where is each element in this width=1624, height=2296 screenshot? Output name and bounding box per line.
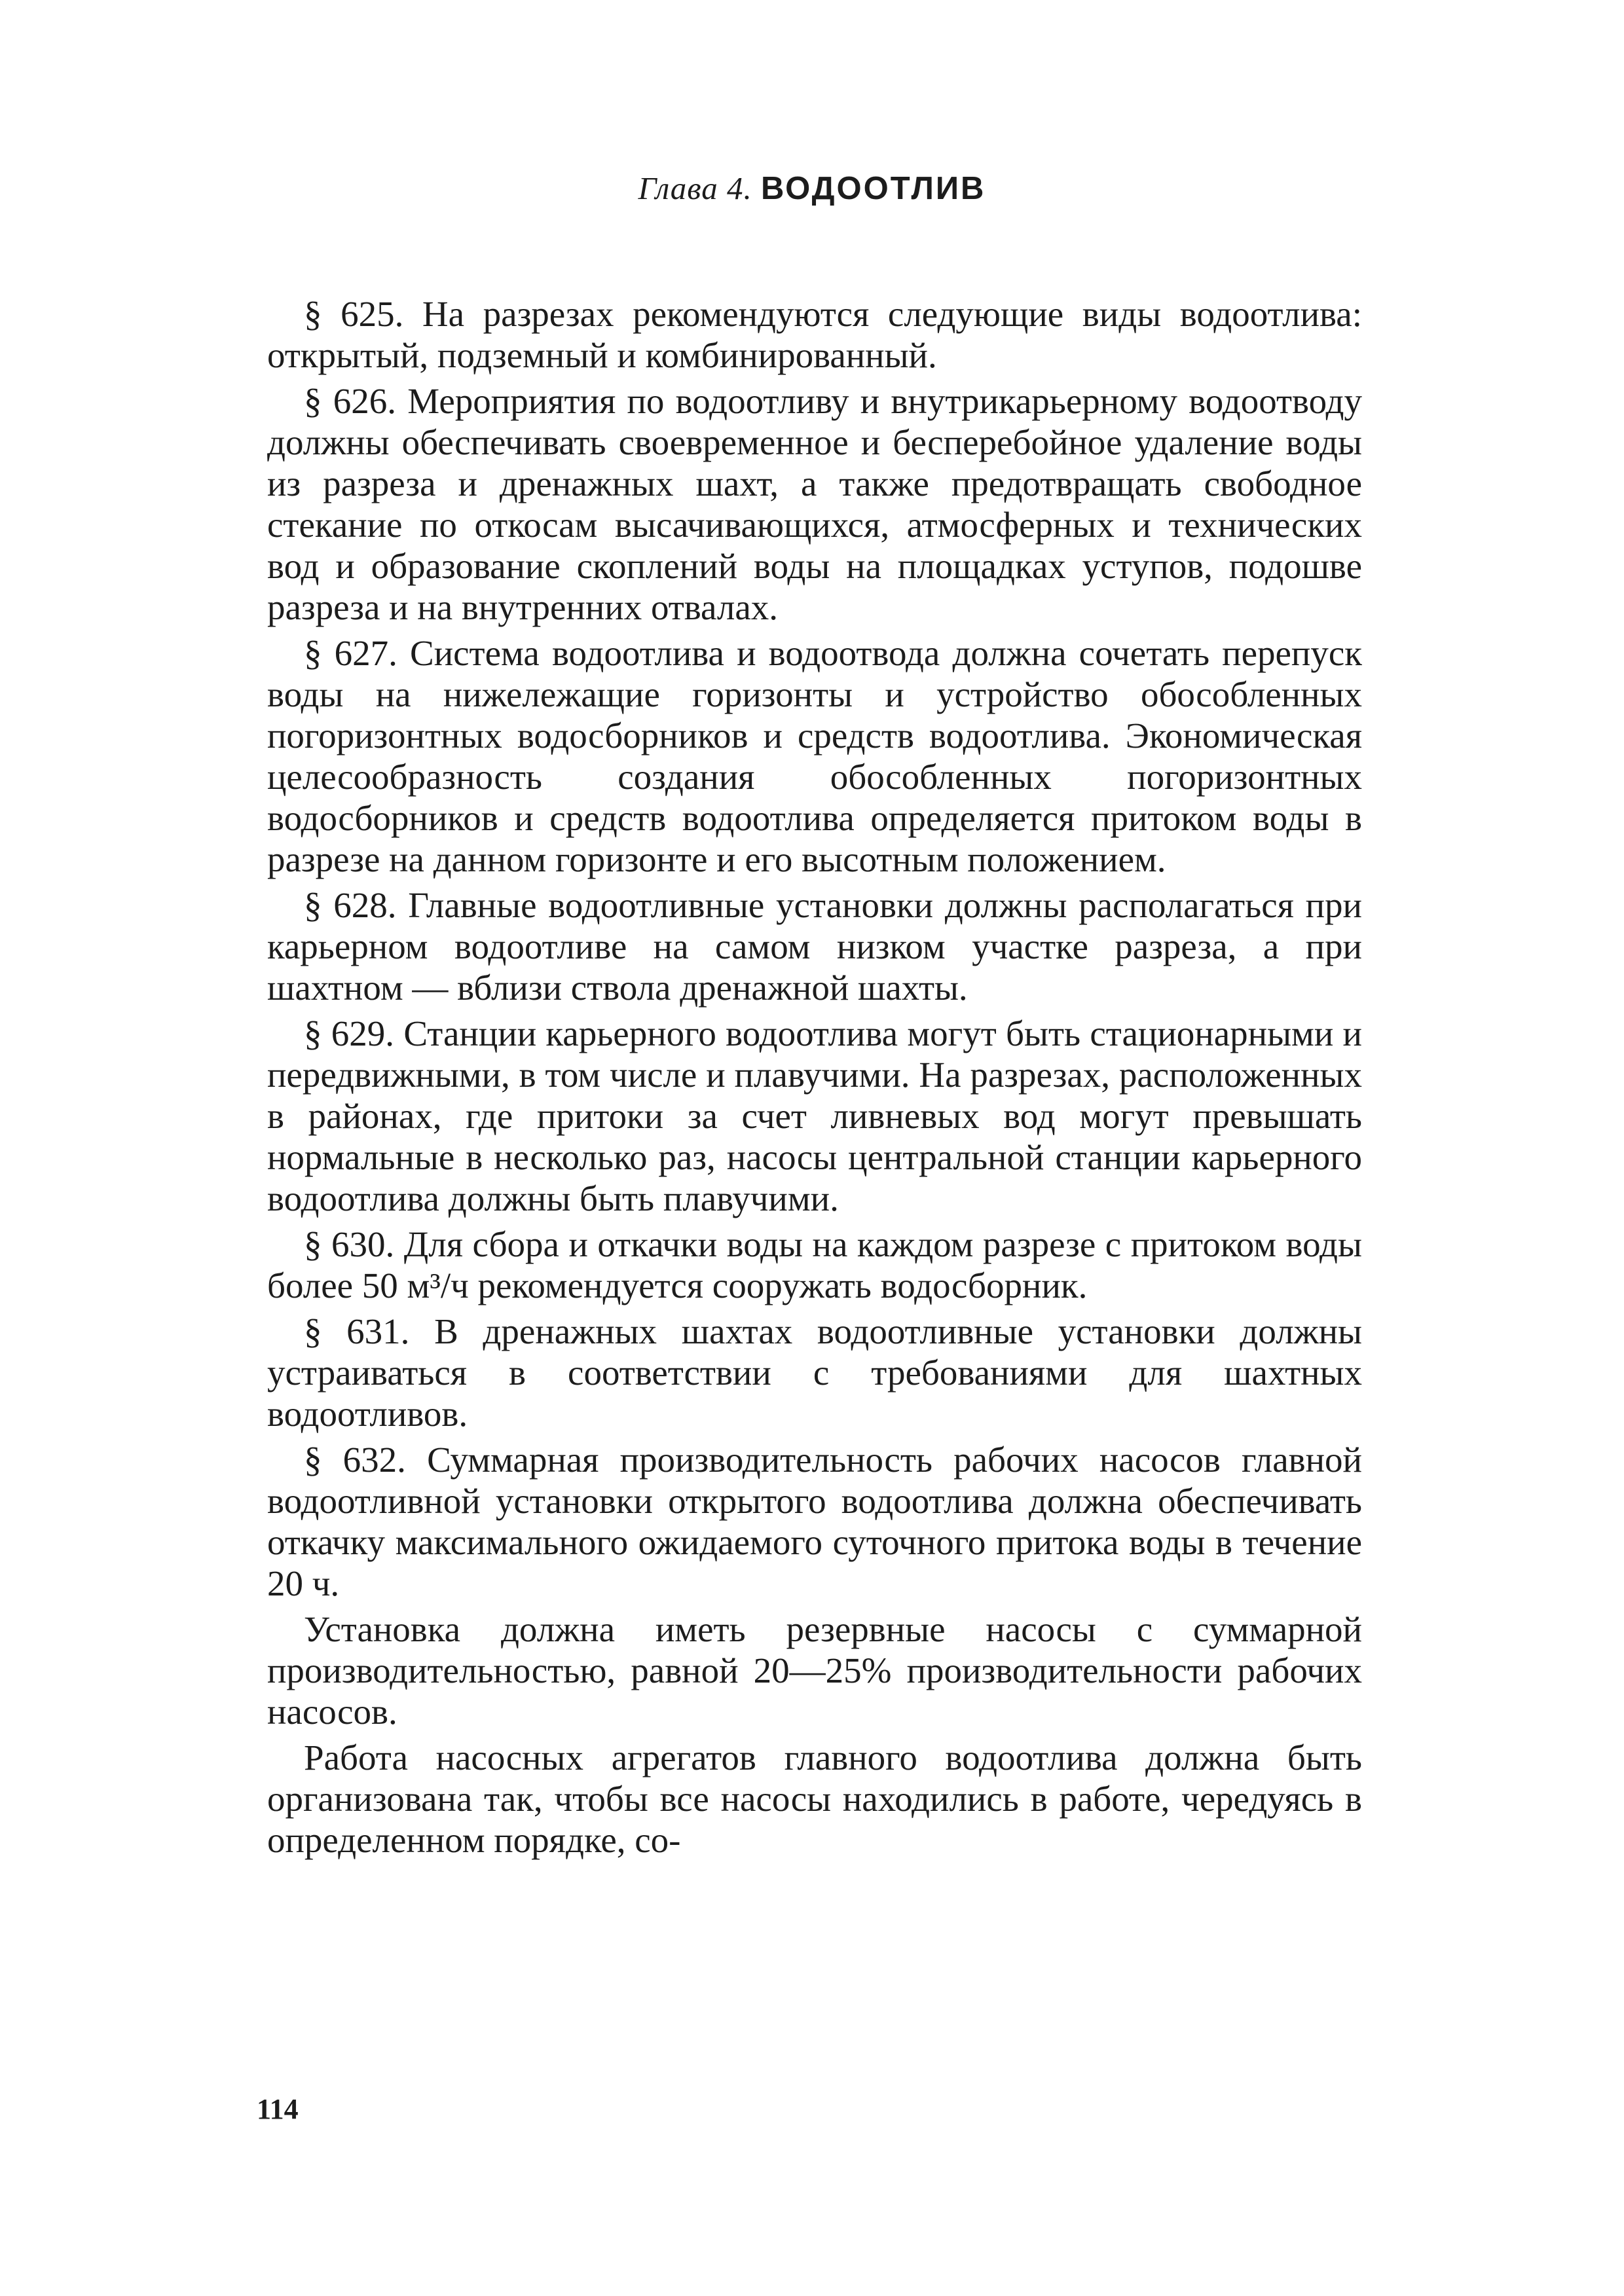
paragraph-629: § 629. Станции карьерного водоотлива могут быть стационарными и передвижными, в том числе и плавучими. На разрезах, расположенных в районах, где притоки за счет ливневых вод могут превышать нормальные в несколько раз, насосы центральной станции карьерного водоотлива должны быть плавучими. (267, 1013, 1362, 1218)
paragraph-626: § 626. Мероприятия по водоотливу и внутрикарьерному водоотводу должны обеспечивать своевременное и бесперебойное удаление воды из разреза и дренажных шахт, а также предотвращать свободное стекание по откосам высачивающихся, атмосферных и технических вод и образование скоплений воды на площадках уступов, подошве разреза и на внутренних отвалах. (267, 381, 1362, 627)
paragraph-628: § 628. Главные водоотливные установки должны располагаться при карьерном водоотливе на самом низком участке разреза, а при шахтном — вблизи ствола дренажной шахты. (267, 885, 1362, 1008)
paragraph-625: § 625. На разрезах рекомендуются следующие виды водоотлива: открытый, подземный и комбинированный. (267, 294, 1362, 375)
paragraph-reserve-pumps: Установка должна иметь резервные насосы с суммарной производительностью, равной 20—25% производительности рабочих насосов. (267, 1609, 1362, 1732)
chapter-title: ВОДООТЛИВ (760, 171, 986, 206)
page-number: 114 (257, 2093, 299, 2125)
paragraph-pump-operation: Работа насосных агрегатов главного водоотлива должна быть организована так, чтобы все насосы находились в работе, чередуясь в определенном порядке, со- (267, 1738, 1362, 1860)
paragraph-630: § 630. Для сбора и откачки воды на каждом разрезе с притоком воды более 50 м³/ч рекомендуется сооружать водосборник. (267, 1224, 1362, 1305)
paragraph-632: § 632. Суммарная производительность рабочих насосов главной водоотливной установки открытого водоотлива должна обеспечивать откачку максимального ожидаемого суточного притока воды в течение 20 ч. (267, 1440, 1362, 1603)
text-column (267, 293, 1362, 1865)
chapter-heading (0, 169, 1624, 208)
paragraph-627: § 627. Система водоотлива и водоотвода должна сочетать перепуск воды на нижележащие горизонты и устройство обособленных погоризонтных водосборников и средств водоотлива. Экономическая целесообразность создания обособленных погоризонтных водосборников и средств водоотлива определяется притоком воды в разрезе на данном горизонте и его высотным положением. (267, 633, 1362, 879)
paragraph-631: § 631. В дренажных шахтах водоотливные установки должны устраиваться в соответствии с требованиями для шахтных водоотливов. (267, 1311, 1362, 1434)
chapter-number: Глава 4. (638, 170, 752, 206)
